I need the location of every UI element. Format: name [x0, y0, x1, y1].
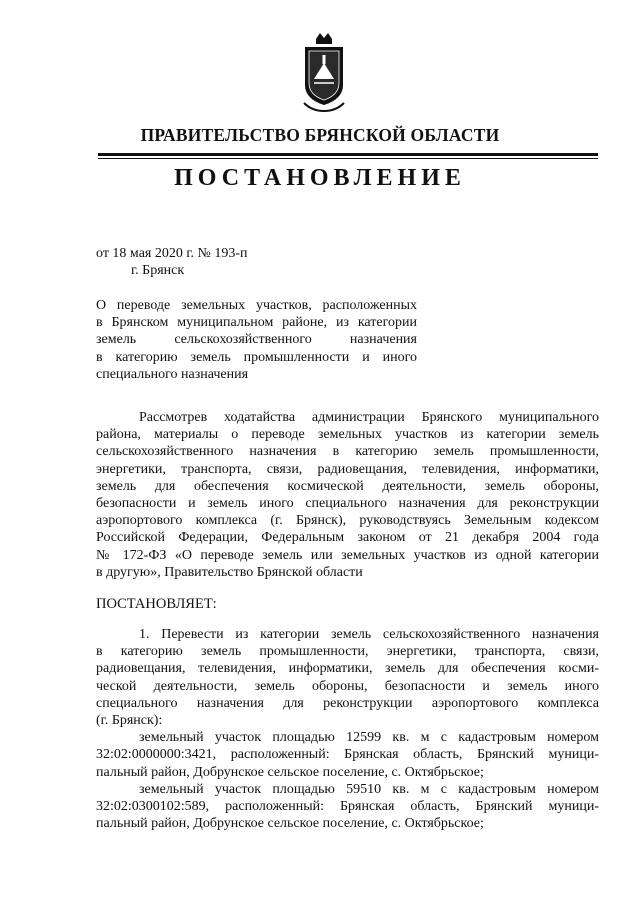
text-line: пальный район, Добрунское сельское поселение, с. Октябрьское;: [96, 816, 484, 832]
text-line: района, материалы о переводе земельных участков из категории земель: [96, 427, 599, 443]
header-rule-thick: [98, 153, 598, 156]
text-line: 1. Перевести из категории земель сельскохозяйственного назначения: [139, 627, 599, 642]
text-line: Рассмотрев ходатайства администрации Брянского муниципального: [139, 410, 599, 425]
subject-line: в Брянском муниципальном районе, из категории: [96, 315, 417, 331]
text-line: сельскохозяйственного назначения в категорию земель промышленности,: [96, 444, 599, 460]
text-line: специального назначения для реконструкции аэропортового комплекса: [96, 695, 599, 711]
text-line: земельный участок площадью 59510 кв. м с кадастровым номером: [139, 781, 599, 797]
subject-block: [96, 297, 417, 383]
subject-line: специального назначения: [96, 366, 249, 382]
text-line: 32:02:0000000:3421, расположенный: Брянская область, Брянский муници-: [96, 747, 599, 763]
text-line: аэропортового комплекса (г. Брянск), руководствуясь Земельным кодексом: [96, 513, 599, 529]
text-line: земель для обеспечения космической деятельности, земель обороны,: [96, 478, 599, 494]
city: г. Брянск: [131, 263, 185, 278]
document-type-title: ПОСТАНОВЛЕНИЕ: [174, 165, 466, 191]
text-line: пальный район, Добрунское сельское поселение, с. Октябрьское;: [96, 764, 484, 780]
subject-line: О переводе земельных участков, расположенных: [96, 298, 417, 313]
text-line: № 172-ФЗ «О переводе земель или земельных участков из одной категории: [96, 547, 599, 563]
text-line: безопасности и земель иного специального назначения для реконструкции: [96, 496, 599, 512]
text-line: 32:02:0300102:589, расположенный: Брянская область, Брянский муници-: [96, 799, 599, 815]
text-line: энергетики, транспорта, связи, радиовещания, телевидения, информатики,: [96, 461, 599, 477]
text-line: ческой деятельности, земель обороны, безопасности и земель иного: [96, 678, 599, 694]
subject-line: земель сельскохозяйственного назначения: [96, 332, 417, 348]
coat-of-arms-emblem: [302, 33, 346, 113]
subject-line: в категорию земель промышленности и иного: [96, 349, 417, 365]
preamble-paragraph: [96, 409, 599, 581]
text-line: земельный участок площадью 12599 кв. м с кадастровым номером: [139, 730, 599, 746]
text-line: в другую», Правительство Брянской области: [96, 564, 363, 580]
text-line: Российской Федерации, Федеральным законом от 21 декабря 2004 года: [96, 530, 599, 546]
text-line: (г. Брянск):: [96, 713, 163, 729]
text-line: радиовещания, телевидения, информатики, земель для обеспечения косми-: [96, 661, 599, 677]
date-and-number: от 18 мая 2020 г. № 193-п: [96, 246, 248, 261]
government-title: ПРАВИТЕЛЬСТВО БРЯНСКОЙ ОБЛАСТИ: [140, 125, 500, 145]
decree-word: ПОСТАНОВЛЯЕТ:: [96, 596, 217, 612]
header-rule-thin: [98, 158, 598, 159]
item-1-paragraph: [96, 626, 599, 832]
text-line: в категорию земель промышленности, энергетики, транспорта, связи,: [96, 644, 599, 660]
